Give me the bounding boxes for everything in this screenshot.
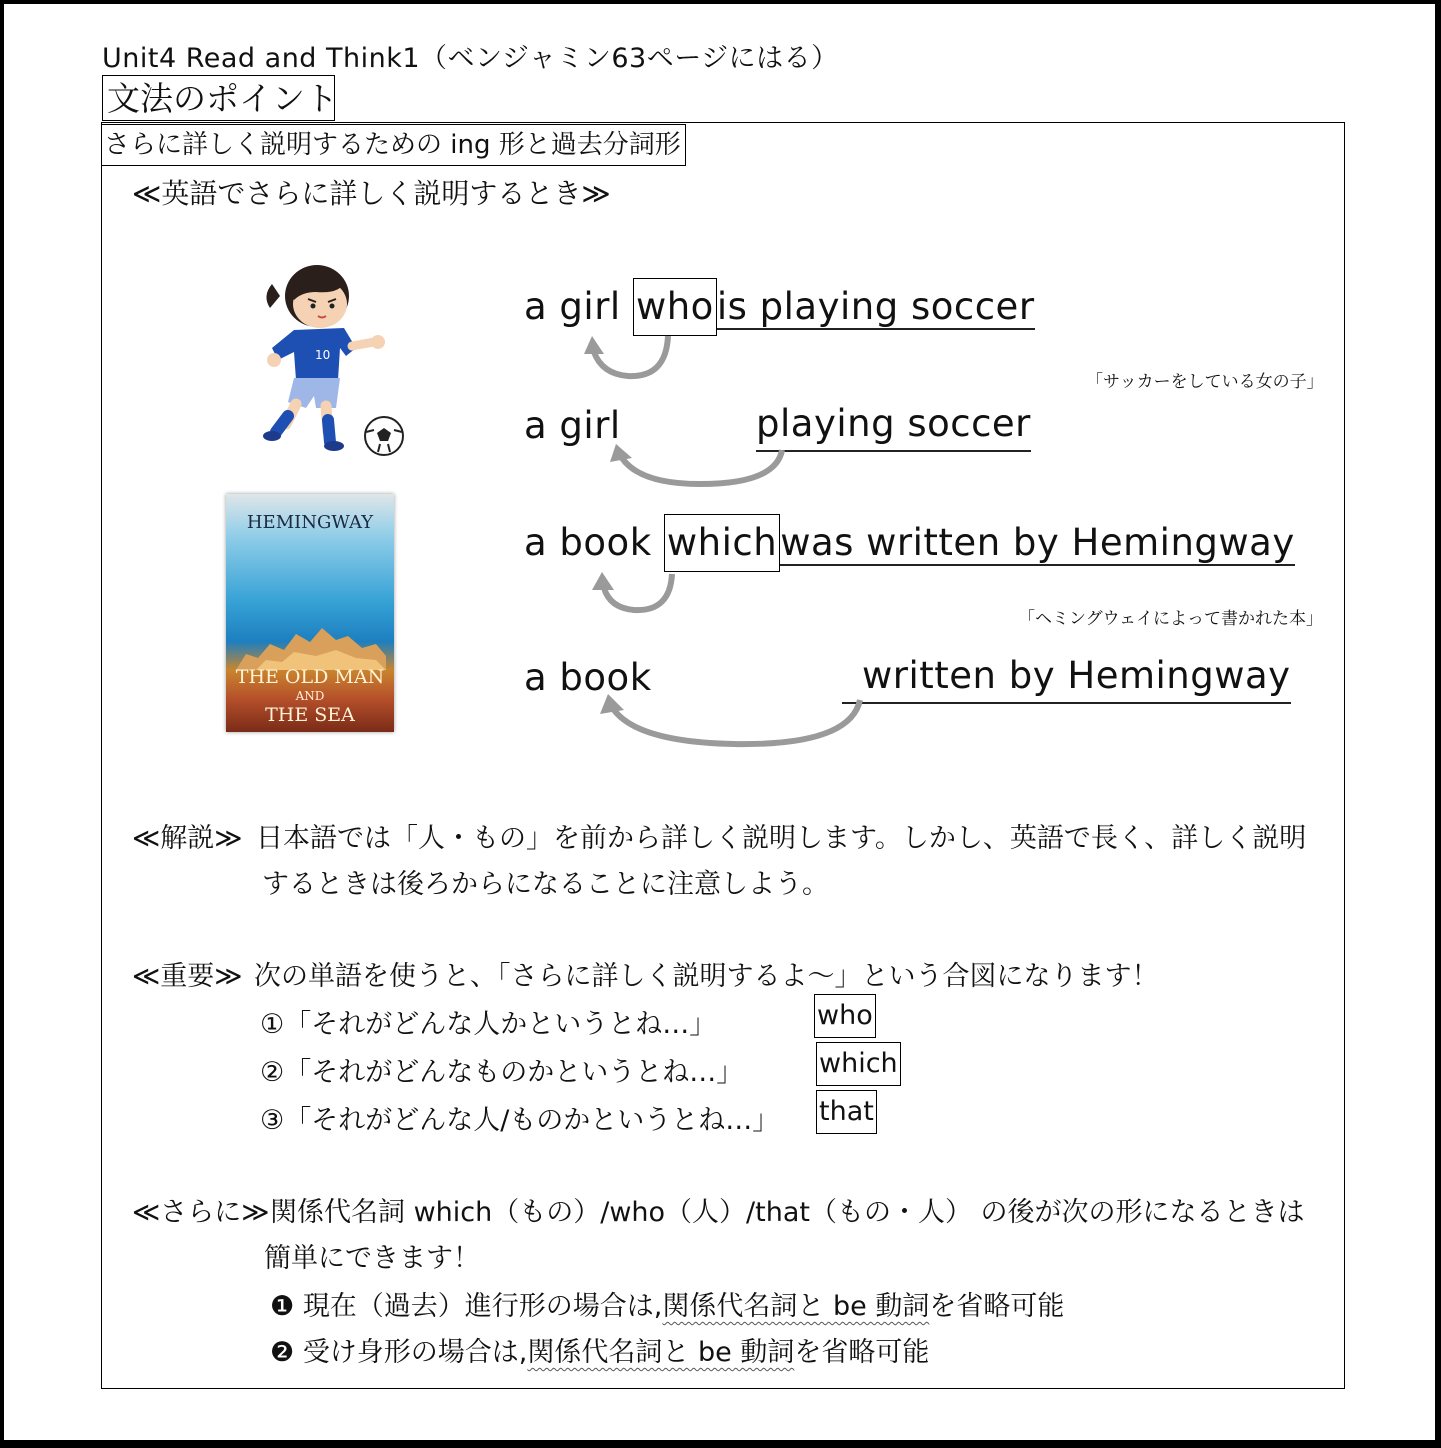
explanation-line2: するときは後ろからになることに注意しよう。 xyxy=(262,869,829,900)
rule-post: を省略可能 xyxy=(794,1337,930,1368)
relative-pronoun-box: who xyxy=(633,278,717,336)
modifier-phrase: playing soccer xyxy=(756,398,1031,452)
soccer-girl-illustration xyxy=(232,256,412,456)
keyword-box-that: that xyxy=(816,1090,877,1134)
relative-pronoun-box: which xyxy=(664,514,780,572)
important-item-1-text: ①「それがどんな人かというとね…」 xyxy=(260,1009,717,1040)
grammar-point-label: 文法のポイント xyxy=(102,75,335,121)
lead-phrase: a girl xyxy=(524,285,621,328)
further-line2: 簡単にできます！ xyxy=(264,1243,480,1274)
keyword-box-which: which xyxy=(816,1042,901,1086)
important-intro: 次の単語を使うと、「さらに詳しく説明するよ～」という合図になります！ xyxy=(254,961,1159,992)
book-author: HEMINGWAY xyxy=(246,512,374,533)
further-line1: 関係代名詞 which（もの）/who（人）/that（もの・人） の後が次の形になるときは xyxy=(270,1197,1305,1228)
rule-bullet: ❶ xyxy=(270,1291,295,1322)
lead-phrase: a book xyxy=(524,656,652,699)
lead-phrase: a girl xyxy=(524,404,621,447)
worksheet-page xyxy=(4,4,1435,1440)
example-book-full xyxy=(524,514,1295,572)
book-title-line2: AND xyxy=(295,689,325,703)
translation-girl: 「サッカーをしている女の子」 xyxy=(1086,372,1324,392)
modifier-phrase: is playing soccer xyxy=(716,285,1035,328)
further-rule-2 xyxy=(270,1330,929,1369)
curved-arrow-icon xyxy=(576,330,686,386)
explanation-line1: 日本語では「人・もの」を前から詳しく説明します。しかし、英語で長く、詳しく説明 xyxy=(256,823,1307,854)
important-label: ≪重要≫ xyxy=(132,961,243,992)
section-heading: ≪英語でさらに詳しく説明するとき≫ xyxy=(132,177,611,210)
curved-arrow-icon xyxy=(594,694,874,754)
important-item-2-text: ②「それがどんなものかというとね…」 xyxy=(260,1057,744,1088)
rule-bullet: ❷ xyxy=(270,1337,295,1368)
modifier-phrase: written by Hemingway xyxy=(842,650,1291,704)
modifier-phrase: was written by Hemingway xyxy=(780,521,1295,564)
rule-pre: 現在（過去）進行形の場合は, xyxy=(302,1291,663,1322)
explanation-label: ≪解説≫ xyxy=(132,823,243,854)
rule-pre: 受け身形の場合は, xyxy=(302,1337,528,1368)
book-cover xyxy=(226,494,394,732)
translation-book: 「ヘミングウェイによって書かれた本」 xyxy=(1018,609,1323,629)
curved-arrow-icon xyxy=(582,568,682,618)
curved-arrow-icon xyxy=(600,444,800,492)
important-item-3-text: ③「それがどんな人/ものかというとね…」 xyxy=(260,1105,780,1136)
further-rule-1 xyxy=(270,1284,1064,1323)
rule-emphasis: 関係代名詞と be 動詞 xyxy=(662,1291,930,1322)
village-illustration xyxy=(236,614,386,670)
example-girl-full xyxy=(524,278,1035,336)
lead-phrase: a book xyxy=(524,521,652,564)
grammar-subtitle: さらに詳しく説明するための ing 形と過去分詞形 xyxy=(102,124,686,166)
jersey-number: 10 xyxy=(315,348,331,362)
unit-title: Unit4 Read and Think1（ベンジャミン63ページにはる） xyxy=(102,43,839,74)
further-label: ≪さらに≫ xyxy=(132,1197,270,1228)
keyword-box-who: who xyxy=(814,994,876,1038)
rule-emphasis: 関係代名詞と be 動詞 xyxy=(527,1337,795,1368)
book-title-line3: THE SEA xyxy=(265,704,355,726)
book-title-line1: THE OLD MAN xyxy=(235,666,385,688)
rule-post: を省略可能 xyxy=(929,1291,1065,1322)
